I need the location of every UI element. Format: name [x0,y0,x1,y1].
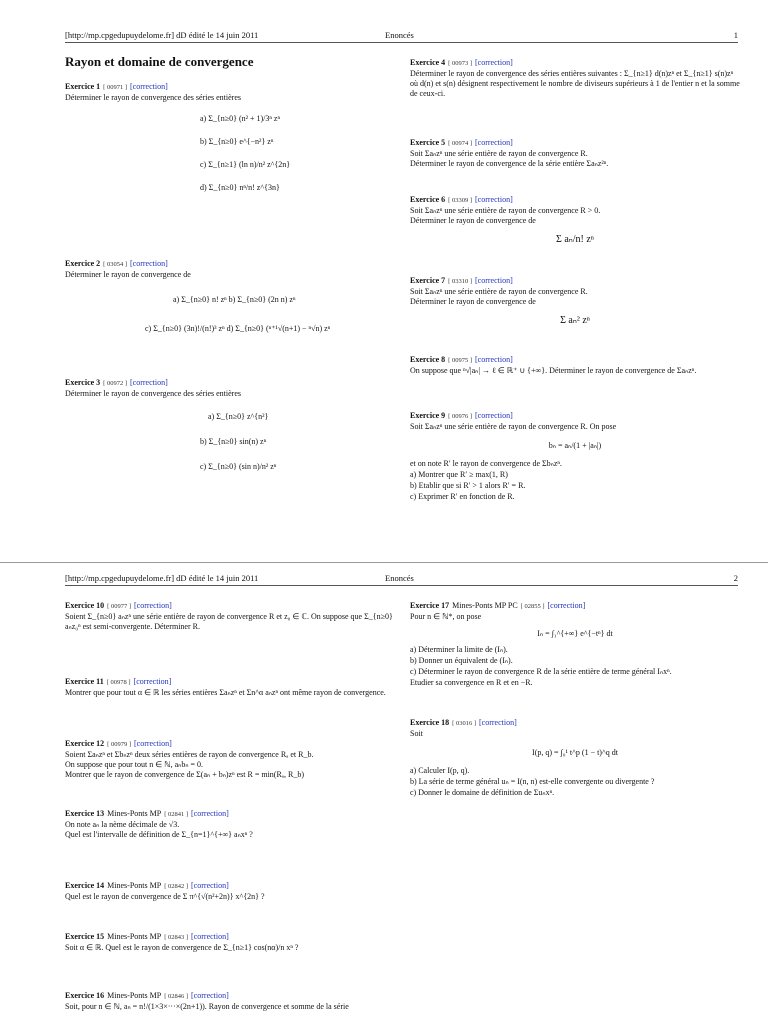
exercise-title: Exercice 1 [65,82,101,91]
correction-link[interactable]: [correction] [475,195,513,204]
exercise-id: [ 03309 ] [448,197,473,204]
exercise-id: [ 02842 ] [164,883,189,890]
correction-link[interactable]: [correction] [475,138,513,147]
exercise-text-2: Déterminer le rayon de convergence de [410,216,536,225]
exercise-text: Soit Σaₙzⁿ une série entière de rayon de convergence R. [410,149,588,158]
exercise-title: Exercice 2 [65,259,101,268]
exercise-items [145,294,395,334]
exercise-source: Mines-Ponts MP [107,932,162,941]
exercise-id: [ 00978 ] [106,679,131,686]
exercise-text: Déterminer le rayon de convergence de [65,270,191,279]
item-b: b) Σ_{n≥0} sin(n) zⁿ [200,437,267,446]
exercise-text: Quel est le rayon de convergence de Σ π^{√(n²+2n)} x^{2n} ? [65,892,265,901]
exercise-id: [ 00971 ] [103,84,128,91]
correction-link[interactable]: [correction] [191,932,229,941]
correction-link[interactable]: [correction] [134,601,172,610]
site-url: [http://mp.cpgedupuydelome.fr] dD édité le 14 juin 2011 [65,30,259,40]
item-c-cont: Etudier sa convergence en R et en −R. [410,678,533,687]
exercise-text: On suppose que ⁿ√|aₙ| → ℓ ∈ ℝ⁺ ∪ {+∞}. Déterminer le rayon de convergence de Σaₙzⁿ. [410,366,697,375]
correction-link[interactable]: [correction] [191,991,229,1000]
item-c: c) Σ_{n≥0} (sin n)/n² zⁿ [200,462,277,471]
correction-link[interactable]: [correction] [547,601,586,610]
exercise-items [410,470,740,502]
item-c: c) Exprimer R′ en fonction de R. [410,492,515,501]
site-url: [http://mp.cpgedupuydelome.fr] dD édité le 14 juin 2011 [65,573,259,583]
exercise-source: Mines-Ponts MP [107,881,162,890]
page-header [65,573,738,586]
exercise-source: Mines-Ponts MP PC [452,601,518,610]
exercise-title: Exercice 17 [410,601,450,610]
exercise-source: Mines-Ponts MP [107,991,162,1000]
item-b: b) Donner un équivalent de (Iₙ). [410,656,513,665]
correction-link[interactable]: [correction] [133,677,172,686]
exercise-11 [65,677,395,698]
exercise-id: [ 00976 ] [448,413,473,420]
exercise-text: Soit, pour n ∈ ℕ, aₙ = n!/(1×3×···×(2n+1)). Rayon de convergence et somme de la série [65,1002,349,1011]
exercise-items [410,645,740,688]
item-a: a) Déterminer la limite de (Iₙ). [410,645,508,654]
exercise-text-2: On suppose que pour tout n ∈ ℕ, aₙbₙ = 0. [65,760,204,769]
correction-link[interactable]: [correction] [475,276,513,285]
item-b: b) La série de terme général uₙ = I(n, n) est-elle convergente ou divergente ? [410,777,655,786]
exercise-15 [65,932,395,953]
exercise-id: [ 03016 ] [452,720,477,727]
correction-link[interactable]: [correction] [475,355,513,364]
correction-link[interactable]: [correction] [479,718,517,727]
exercise-text: Soit [410,729,423,738]
exercise-id: [ 02855 ] [520,603,545,610]
exercise-13 [65,809,395,840]
correction-link[interactable]: [correction] [130,259,168,268]
exercise-title: Exercice 16 [65,991,105,1000]
exercise-9 [410,411,740,503]
exercise-8 [410,355,740,376]
exercise-text-2: Déterminer le rayon de convergence de [410,297,536,306]
correction-link[interactable]: [correction] [475,58,513,67]
correction-link[interactable]: [correction] [191,809,229,818]
exercise-text: Déterminer le rayon de convergence des séries entières suivantes : Σ_{n≥1} d(n)zⁿ et Σ_{n≥1} s(n)zⁿ où d(n) et s(n) désignent respectivement le nombre de diviseurs supérieurs à 1 de l'entier n et la somme de ceux-ci. [410,69,740,98]
exercise-id: [ 00975 ] [448,357,473,364]
item-d: d) Σ_{n≥0} nⁿ/n! z^{3n} [200,183,280,192]
exercise-text-2: Déterminer le rayon de convergence de la série entière Σaₙz²ⁿ. [410,159,609,168]
exercise-12 [65,739,395,780]
exercise-text: Soit Σaₙzⁿ une série entière de rayon de convergence R. On pose [410,422,617,431]
exercise-id: [ 02843 ] [164,934,189,941]
exercise-3 [65,378,395,472]
item-a: a) Σ_{n≥0} (n² + 1)/3ⁿ zⁿ [200,114,280,123]
item-c: c) Donner le domaine de définition de Σuₙxⁿ. [410,788,555,797]
exercise-18 [410,718,740,799]
item-b: b) Σ_{n≥0} e^{−n²} zⁿ [200,137,274,146]
item-a: a) Montrer que R′ ≥ max(1, R) [410,470,508,479]
exercise-title: Exercice 7 [410,276,446,285]
exercise-6 [410,195,740,245]
section-name: Enoncés [385,573,414,583]
exercise-source: Mines-Ponts MP [107,809,162,818]
page-header [65,30,738,43]
page-number: 2 [733,573,738,583]
exercise-id: [ 00973 ] [448,60,473,67]
exercise-items [200,113,395,193]
display-formula: I(p, q) = ∫₀¹ t^p (1 − t)^q dt [532,748,618,757]
exercise-2 [65,259,395,334]
exercise-items [410,766,740,798]
item-b: b) Etablir que si R′ > 1 alors R′ = R. [410,481,526,490]
exercise-7 [410,276,740,326]
exercise-title: Exercice 10 [65,601,105,610]
exercise-title: Exercice 6 [410,195,446,204]
item-a: a) Calculer I(p, q). [410,766,470,775]
exercise-5 [410,138,740,169]
exercise-title: Exercice 5 [410,138,446,147]
display-formula: bₙ = aₙ/(1 + |aₙ|) [548,441,602,450]
exercise-id: [ 00974 ] [448,140,473,147]
exercise-title: Exercice 8 [410,355,446,364]
correction-link[interactable]: [correction] [134,739,172,748]
exercise-title: Exercice 4 [410,58,446,67]
exercise-id: [ 02846 ] [164,993,189,1000]
correction-link[interactable]: [correction] [130,378,168,387]
exercise-text-2: Quel est l'intervalle de définition de Σ_{n=1}^{+∞} aₙxⁿ ? [65,830,253,839]
exercise-text: Soit α ∈ ℝ. Quel est le rayon de convergence de Σ_{n≥1} cos(nα)/n xⁿ ? [65,943,299,952]
exercise-id: [ 00977 ] [107,603,132,610]
exercise-text: Pour n ∈ ℕ*, on pose [410,612,482,621]
exercise-1 [65,82,395,193]
exercise-title: Exercice 13 [65,809,105,818]
exercise-title: Exercice 9 [410,411,446,420]
exercise-id: [ 00972 ] [103,380,128,387]
exercise-10 [65,601,395,632]
exercise-14 [65,881,395,902]
exercise-text: Soit Σaₙzⁿ une série entière de rayon de convergence R. [410,287,588,296]
exercise-4 [410,58,740,99]
exercise-id: [ 02841 ] [164,811,189,818]
item-ab: a) Σ_{n≥0} n! zⁿ b) Σ_{n≥0} (2n n) zⁿ [173,295,296,304]
exercise-text: Déterminer le rayon de convergence des séries entières [65,389,241,398]
correction-link[interactable]: [correction] [130,82,168,91]
exercise-text: Soient Σaₙzⁿ et Σbₙzⁿ deux séries entières de rayon de convergence Rₐ et R_b. [65,750,314,759]
page-2 [0,562,768,1025]
correction-link[interactable]: [correction] [191,881,229,890]
display-formula: Σ aₙ/n! zⁿ [556,234,594,245]
exercise-title: Exercice 3 [65,378,101,387]
exercise-title: Exercice 15 [65,932,105,941]
exercise-16 [65,991,395,1012]
exercise-text: On note aₙ la nème décimale de √3. [65,820,180,829]
section-name: Enoncés [385,30,414,40]
exercise-title: Exercice 18 [410,718,450,727]
exercise-text: Montrer que pour tout α ∈ ℝ les séries entières Σaₙzⁿ et Σn^α aₙzⁿ ont même rayon de convergence. [65,688,386,697]
exercise-text: Soit Σaₙzⁿ une série entière de rayon de convergence R > 0. [410,206,601,215]
exercise-title: Exercice 11 [65,677,104,686]
exercise-text-3: Montrer que le rayon de convergence de Σ(aₙ + bₙ)zⁿ est R = min(Rₐ, R_b) [65,770,304,779]
exercise-id: [ 03310 ] [448,278,473,285]
display-formula: Iₙ = ∫₁^{+∞} e^{−tⁿ} dt [537,629,613,638]
display-formula: Σ aₙ² zⁿ [560,315,590,326]
item-a: a) Σ_{n≥0} z^{n²} [208,412,269,421]
page-number: 1 [733,30,738,40]
exercise-title: Exercice 14 [65,881,105,890]
item-cd: c) Σ_{n≥0} (3n)!/(n!)³ zⁿ d) Σ_{n≥0} (ⁿ⁺¹√(n+1) − ⁿ√n) zⁿ [145,324,331,333]
item-c: c) Σ_{n≥1} (ln n)/n² z^{2n} [200,160,291,169]
correction-link[interactable]: [correction] [475,411,513,420]
exercise-id: [ 00979 ] [107,741,132,748]
exercise-text: Soient Σ_{n≥0} aₙzⁿ une série entière de rayon de convergence R et z₀ ∈ ℂ. On suppose que Σ_{n≥0} aₙz₀ⁿ est semi-convergente. Déterminer R. [65,612,393,631]
document-title: Rayon et domaine de convergence [65,54,254,69]
exercise-title: Exercice 12 [65,739,105,748]
exercise-id: [ 03054 ] [103,261,128,268]
item-c: c) Déterminer le rayon de convergence R de la série entière de terme général Iₙxⁿ. [410,667,672,676]
exercise-text-2: et on note R′ le rayon de convergence de Σbₙzⁿ. [410,459,562,468]
exercise-items [200,411,395,472]
exercise-17 [410,601,740,689]
exercise-text: Déterminer le rayon de convergence des séries entières [65,93,241,102]
